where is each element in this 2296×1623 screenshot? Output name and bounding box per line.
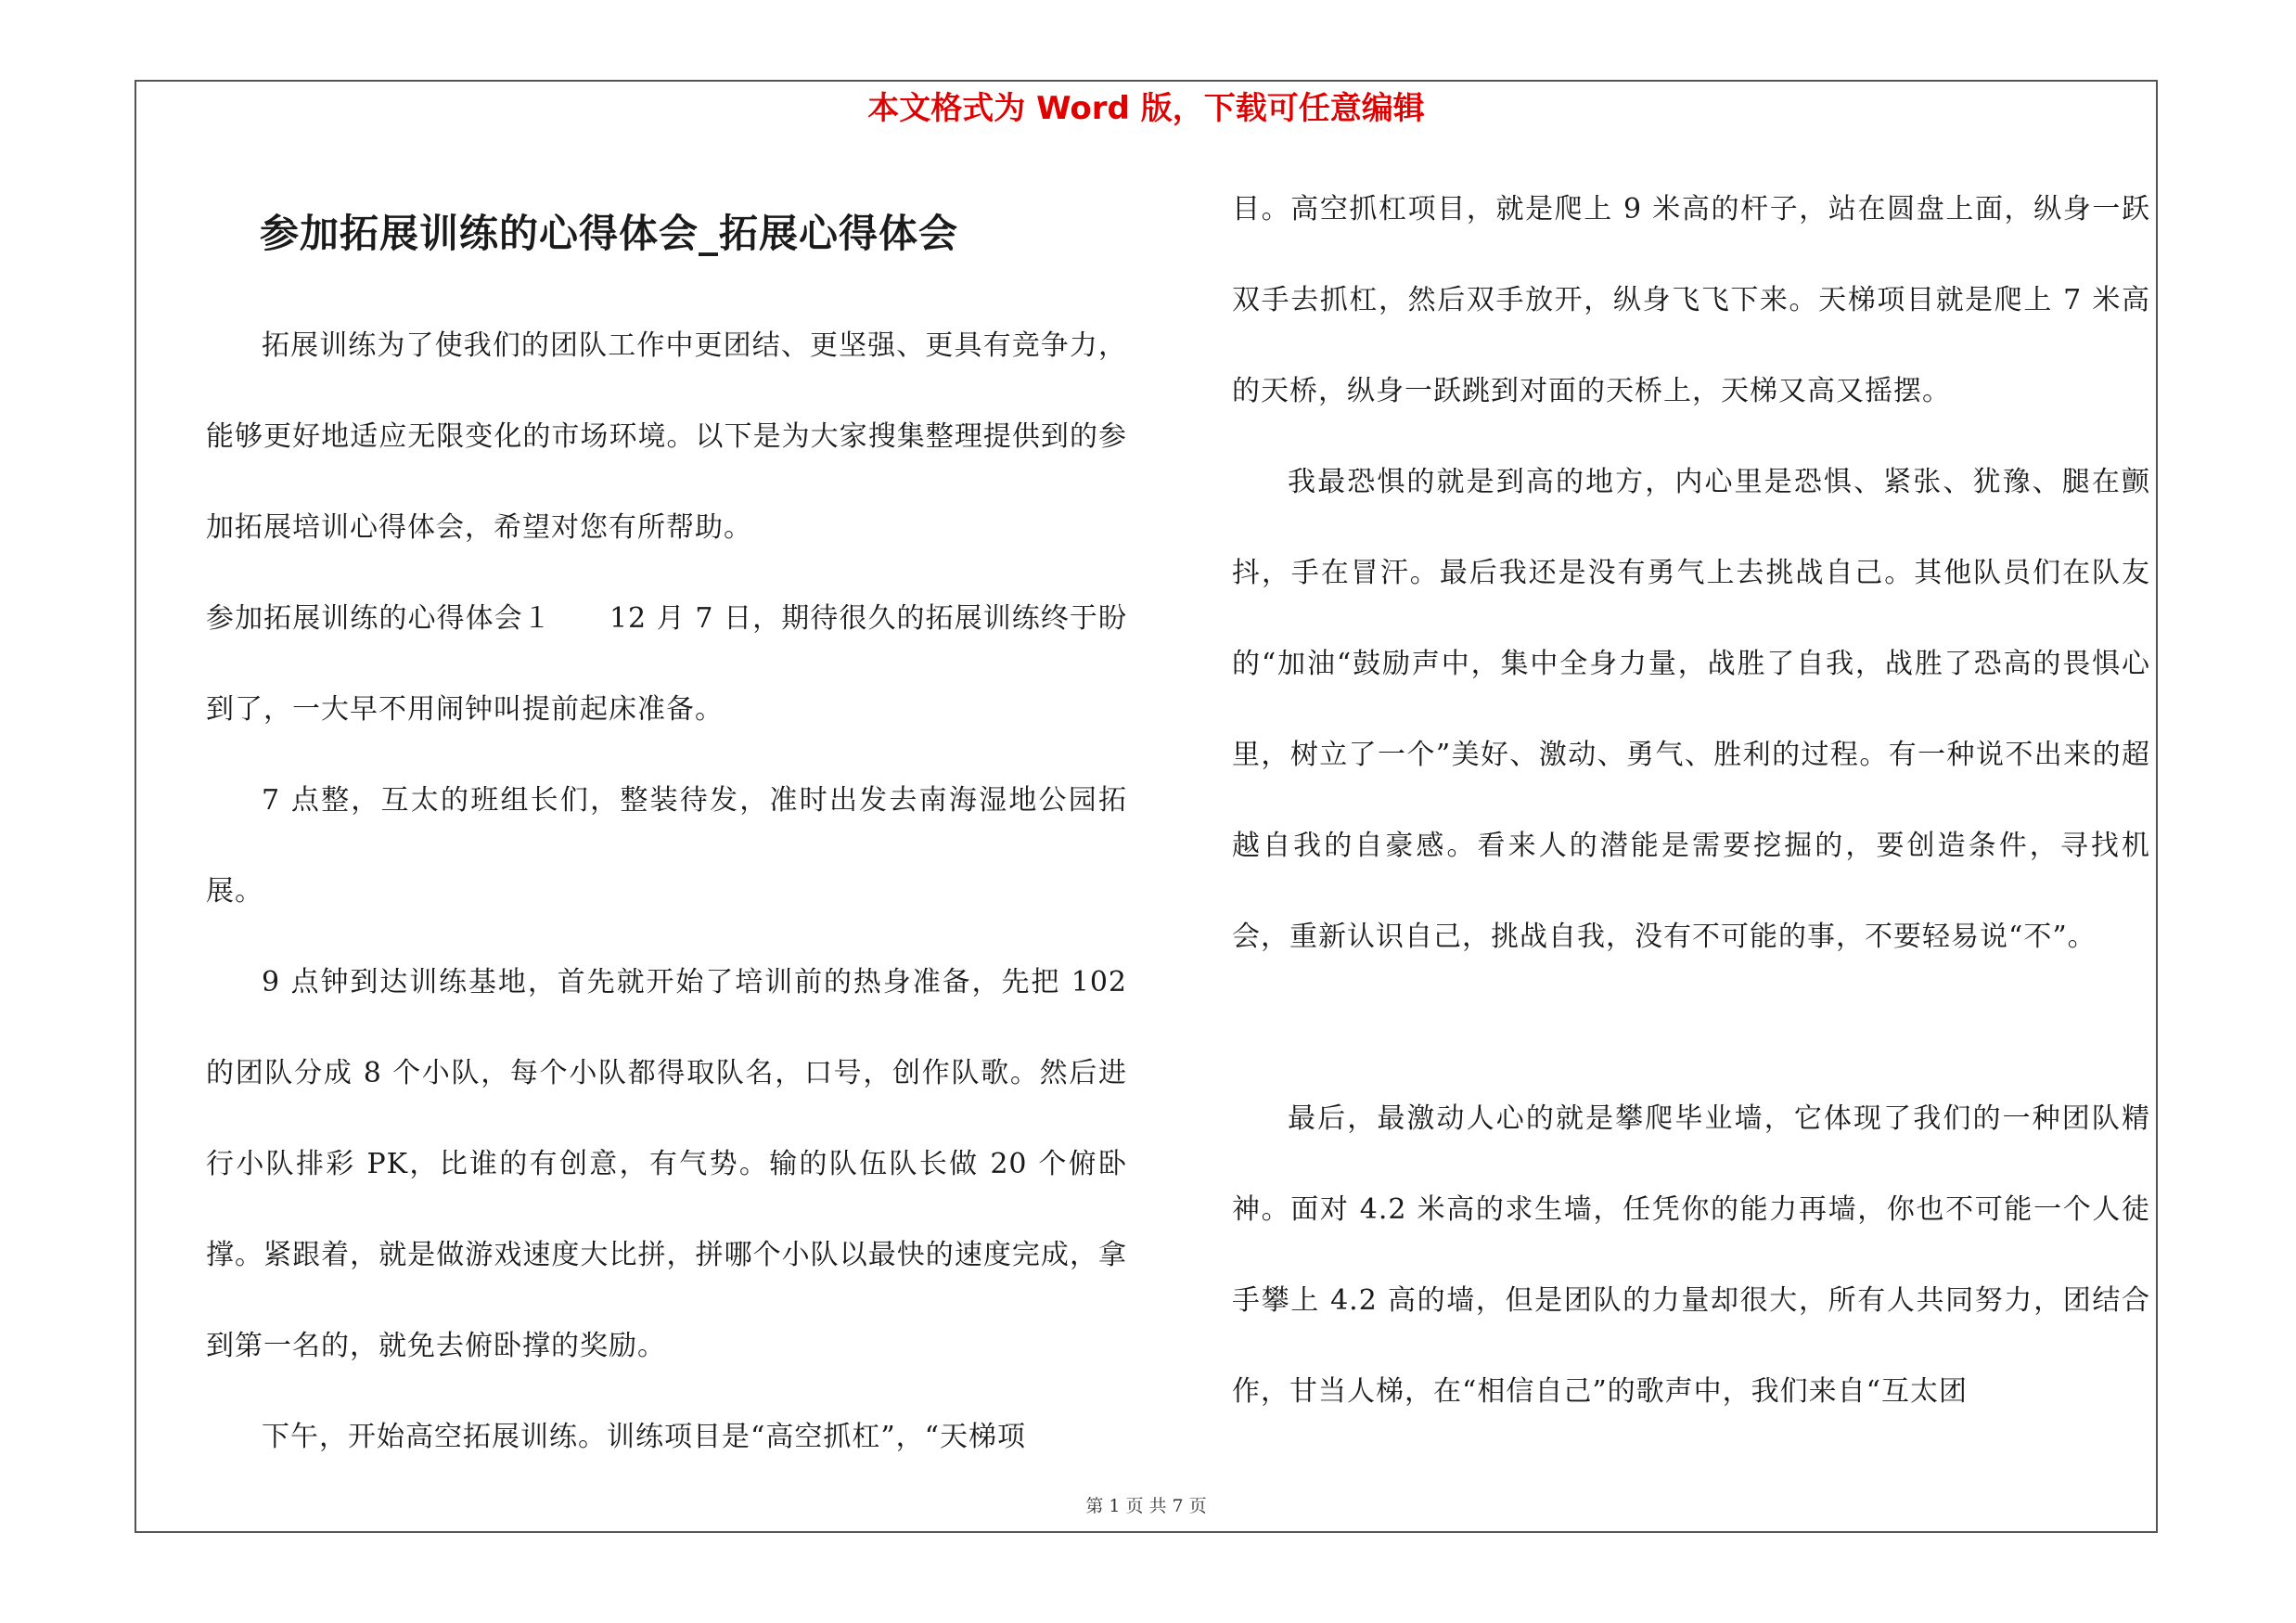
paragraph-graduation-wall: 最后，最激动人心的就是攀爬毕业墙，它体现了我们的一种团队精神。面对 4.2 米高的求生墙，任凭你的能力再墙，你也不可能一个人徒手攀上 4.2 高的墙，但是团队的力量却很大，所有人共同努力，团结合作，甘当人梯，在“相信自己”的歌声中，我们来自“互太团 [1232, 1102, 2150, 1408]
paragraph-fear: 我最恐惧的就是到高的地方，内心里是恐惧、紧张、犹豫、腿在颤抖，手在冒汗。最后我还是没有勇气上去挑战自己。其他队员们在队友的“加油“鼓励声中，集中全身力量，战胜了自我，战胜了恐高的畏惧心里，树立了一个”美好、激动、勇气、胜利的过程。有一种说不出来的超越自我的自豪感。看来人的潜能是需要挖掘的，要创造条件，寻找机会，重新认识自己，挑战自我，没有不可能的事，不要轻易说“不”。 [1232, 466, 2150, 953]
format-banner: 本文格式为 Word 版，下载可任意编辑 [867, 90, 1425, 127]
paragraph-intro: 拓展训练为了使我们的团队工作中更团结、更坚强、更具有竞争力，能够更好地适应无限变化的市场环境。以下是为大家搜集整理提供到的参加拓展培训心得体会，希望对您有所帮助。 [206, 329, 1127, 544]
page-number: 第 1 页 共 7 页 [1085, 1496, 1207, 1516]
paragraph-projects: 目。高空抓杠项目，就是爬上 9 米高的杆子，站在圆盘上面，纵身一跃双手去抓杠，然后双手放开，纵身飞飞下来。天梯项目就是爬上 7 米高的天桥，纵身一跃跳到对面的天桥上，天梯又高又摇摆。 [1232, 193, 2150, 407]
paragraph-warmup: 9 点钟到达训练基地，首先就开始了培训前的热身准备，先把 102 的团队分成 8 个小队，每个小队都得取队名，口号，创作队歌。然后进行小队排彩 PK，比谁的有创意，有气势。输的队伍队长做 20 个俯卧撑。紧跟着，就是做游戏速度大比拼，拼哪个小队以最快的速度完成，拿到第一名的，就免去俯卧撑的奖励。 [206, 966, 1127, 1362]
document-title: 参加拓展训练的心得体会_拓展心得体会 [260, 211, 959, 256]
paragraph-section-1-start: 参加拓展训练的心得体会１ 12 月 7 日，期待很久的拓展训练终于盼到了，一大早不用闹钟叫提前起床准备。 [206, 602, 1127, 726]
paragraph-departure: 7 点整，互太的班组长们，整装待发，准时出发去南海湿地公园拓展。 [206, 784, 1127, 908]
paragraph-afternoon: 下午，开始高空拓展训练。训练项目是“高空抓杠”，“天梯项 [262, 1421, 1027, 1453]
